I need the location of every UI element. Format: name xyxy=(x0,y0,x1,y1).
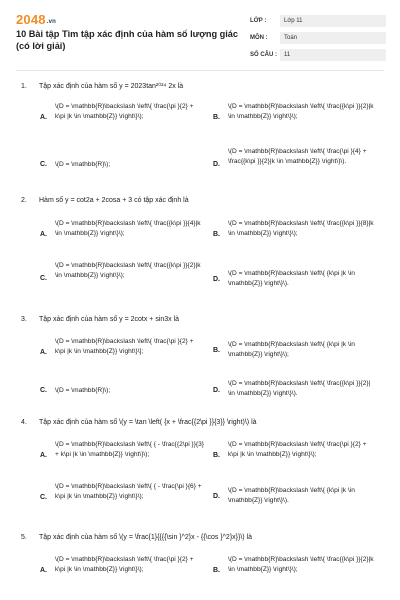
meta-row-count xyxy=(250,46,386,63)
option-d[interactable]: D. \(D = \mathbb{R}\backslash \left\{ {k\pi |k \in \mathbb{Z}} \right\}\). xyxy=(213,487,355,504)
logo-number: 2048 xyxy=(16,12,46,27)
header-divider xyxy=(16,70,384,71)
meta-box xyxy=(250,12,386,63)
option-a[interactable]: A. \(D = \mathbb{R}\backslash \left\{ \frac{\pi }{2} + k\pi |k \in \mathbb{Z}} \right\}\]; xyxy=(40,338,194,356)
meta-value: 11 xyxy=(280,49,386,61)
option-a[interactable]: A. \(D = \mathbb{R}\backslash \left\{ \frac{\pi }{2} + k\pi |k \in \mathbb{Z}} \right\}\); xyxy=(40,103,194,121)
option-b[interactable]: B. \(D = \mathbb{R}\backslash \left\{ \frac{{k\pi }}{8}|k \in \mathbb{Z}} \right\}\); xyxy=(213,220,374,238)
question-stem: 4. Tập xác định của hàm số \(y = \tan \left( {x + \frac{{2\pi }}{3}} \right)\) là xyxy=(21,419,257,426)
page-header xyxy=(0,0,400,68)
option-c[interactable]: C. \(D = \mathbb{R}\); xyxy=(40,161,111,168)
meta-row-subject xyxy=(250,29,386,46)
meta-key: MÔN : xyxy=(250,34,268,41)
meta-key: LỚP : xyxy=(250,17,267,24)
option-b[interactable]: B. \(D = \mathbb{R}\backslash \left\{ \frac{\pi }{2} + k\pi |k \in \mathbb{Z}} \right\}\); xyxy=(213,441,367,459)
question-stem: 1. Tập xác định của hàm số y = 2023tan²⁰²⁴ 2x là xyxy=(21,83,184,90)
meta-value: Toán xyxy=(280,32,386,44)
option-a[interactable]: A. \(D = \mathbb{R}\backslash \left\{ { - \frac{{2\pi }}{3} + k\pi |k \in \mathbb{Z}} \right\}\); xyxy=(40,441,205,459)
meta-value: Lớp 11 xyxy=(280,15,386,27)
site-logo[interactable] xyxy=(16,12,56,27)
question-stem: 3. Tập xác định của hàm số y = 2cotx + sin3x là xyxy=(21,316,180,323)
option-c[interactable]: C. \(D = \mathbb{R}\backslash \left\{ \frac{{k\pi }}{2}|k \in \mathbb{Z}} \right\}\); xyxy=(40,262,201,282)
logo-domain: .vn xyxy=(46,19,57,25)
option-d[interactable]: D. \(D = \mathbb{R}\backslash \left\{ \frac{\pi }{4} + \frac{{k\pi }}{2}|k \in \mathbb{Z}} \right\}\). xyxy=(213,148,367,168)
page-title: 10 Bài tập Tìm tập xác định của hàm số lượng giác (có lời giải) xyxy=(16,29,238,51)
meta-key: SỐ CÂU : xyxy=(250,51,277,58)
meta-row-class xyxy=(250,12,386,29)
option-d[interactable]: D. \(D = \mathbb{R}\backslash \left\{ {k\pi |k \in \mathbb{Z}} \right\}\). xyxy=(213,270,355,287)
question-stem: 5. Tập xác định của hàm số \(y = \frac{1}{{{{\sin }^2}x - {{\cos }^2}x}}\) là xyxy=(21,534,253,541)
option-c[interactable]: C. \(D = \mathbb{R}\); xyxy=(40,387,111,394)
option-b[interactable]: B. \(D = \mathbb{R}\backslash \left\{ {k\pi |k \in \mathbb{Z}} \right\}\); xyxy=(213,341,355,358)
option-d[interactable]: D. \(D = \mathbb{R}\backslash \left\{ \frac{{k\pi }}{2}| \in \mathbb{Z}} \right\}\). xyxy=(213,380,371,397)
option-a[interactable]: A. \(D = \mathbb{R}\backslash \left\{ \frac{\pi }{2} + k\pi |k \in \mathbb{Z}} \right\}\); xyxy=(40,556,194,574)
option-a[interactable]: A. \(D = \mathbb{R}\backslash \left\{ \frac{{k\pi }}{4}|k \in \mathbb{Z}} \right\}\); xyxy=(40,220,201,238)
question-stem: 2. Hàm số y = cot2a + 2cosa + 3 có tập xác định là xyxy=(21,197,189,204)
option-b[interactable]: B. \(D = \mathbb{R}\backslash \left\{ \frac{{k\pi }}{2}|k \in \mathbb{Z}} \right\}\); xyxy=(213,103,374,121)
option-b[interactable]: B. \(D = \mathbb{R}\backslash \left\{ \frac{{k\pi }}{2}|k \in \mathbb{Z}} \right\}\); xyxy=(213,556,374,574)
option-c[interactable]: C. \(D = \mathbb{R}\backslash \left\{ { - \frac{\pi }{6} + k\pi |k \in \mathbb{Z}} \right\}\); xyxy=(40,483,202,501)
